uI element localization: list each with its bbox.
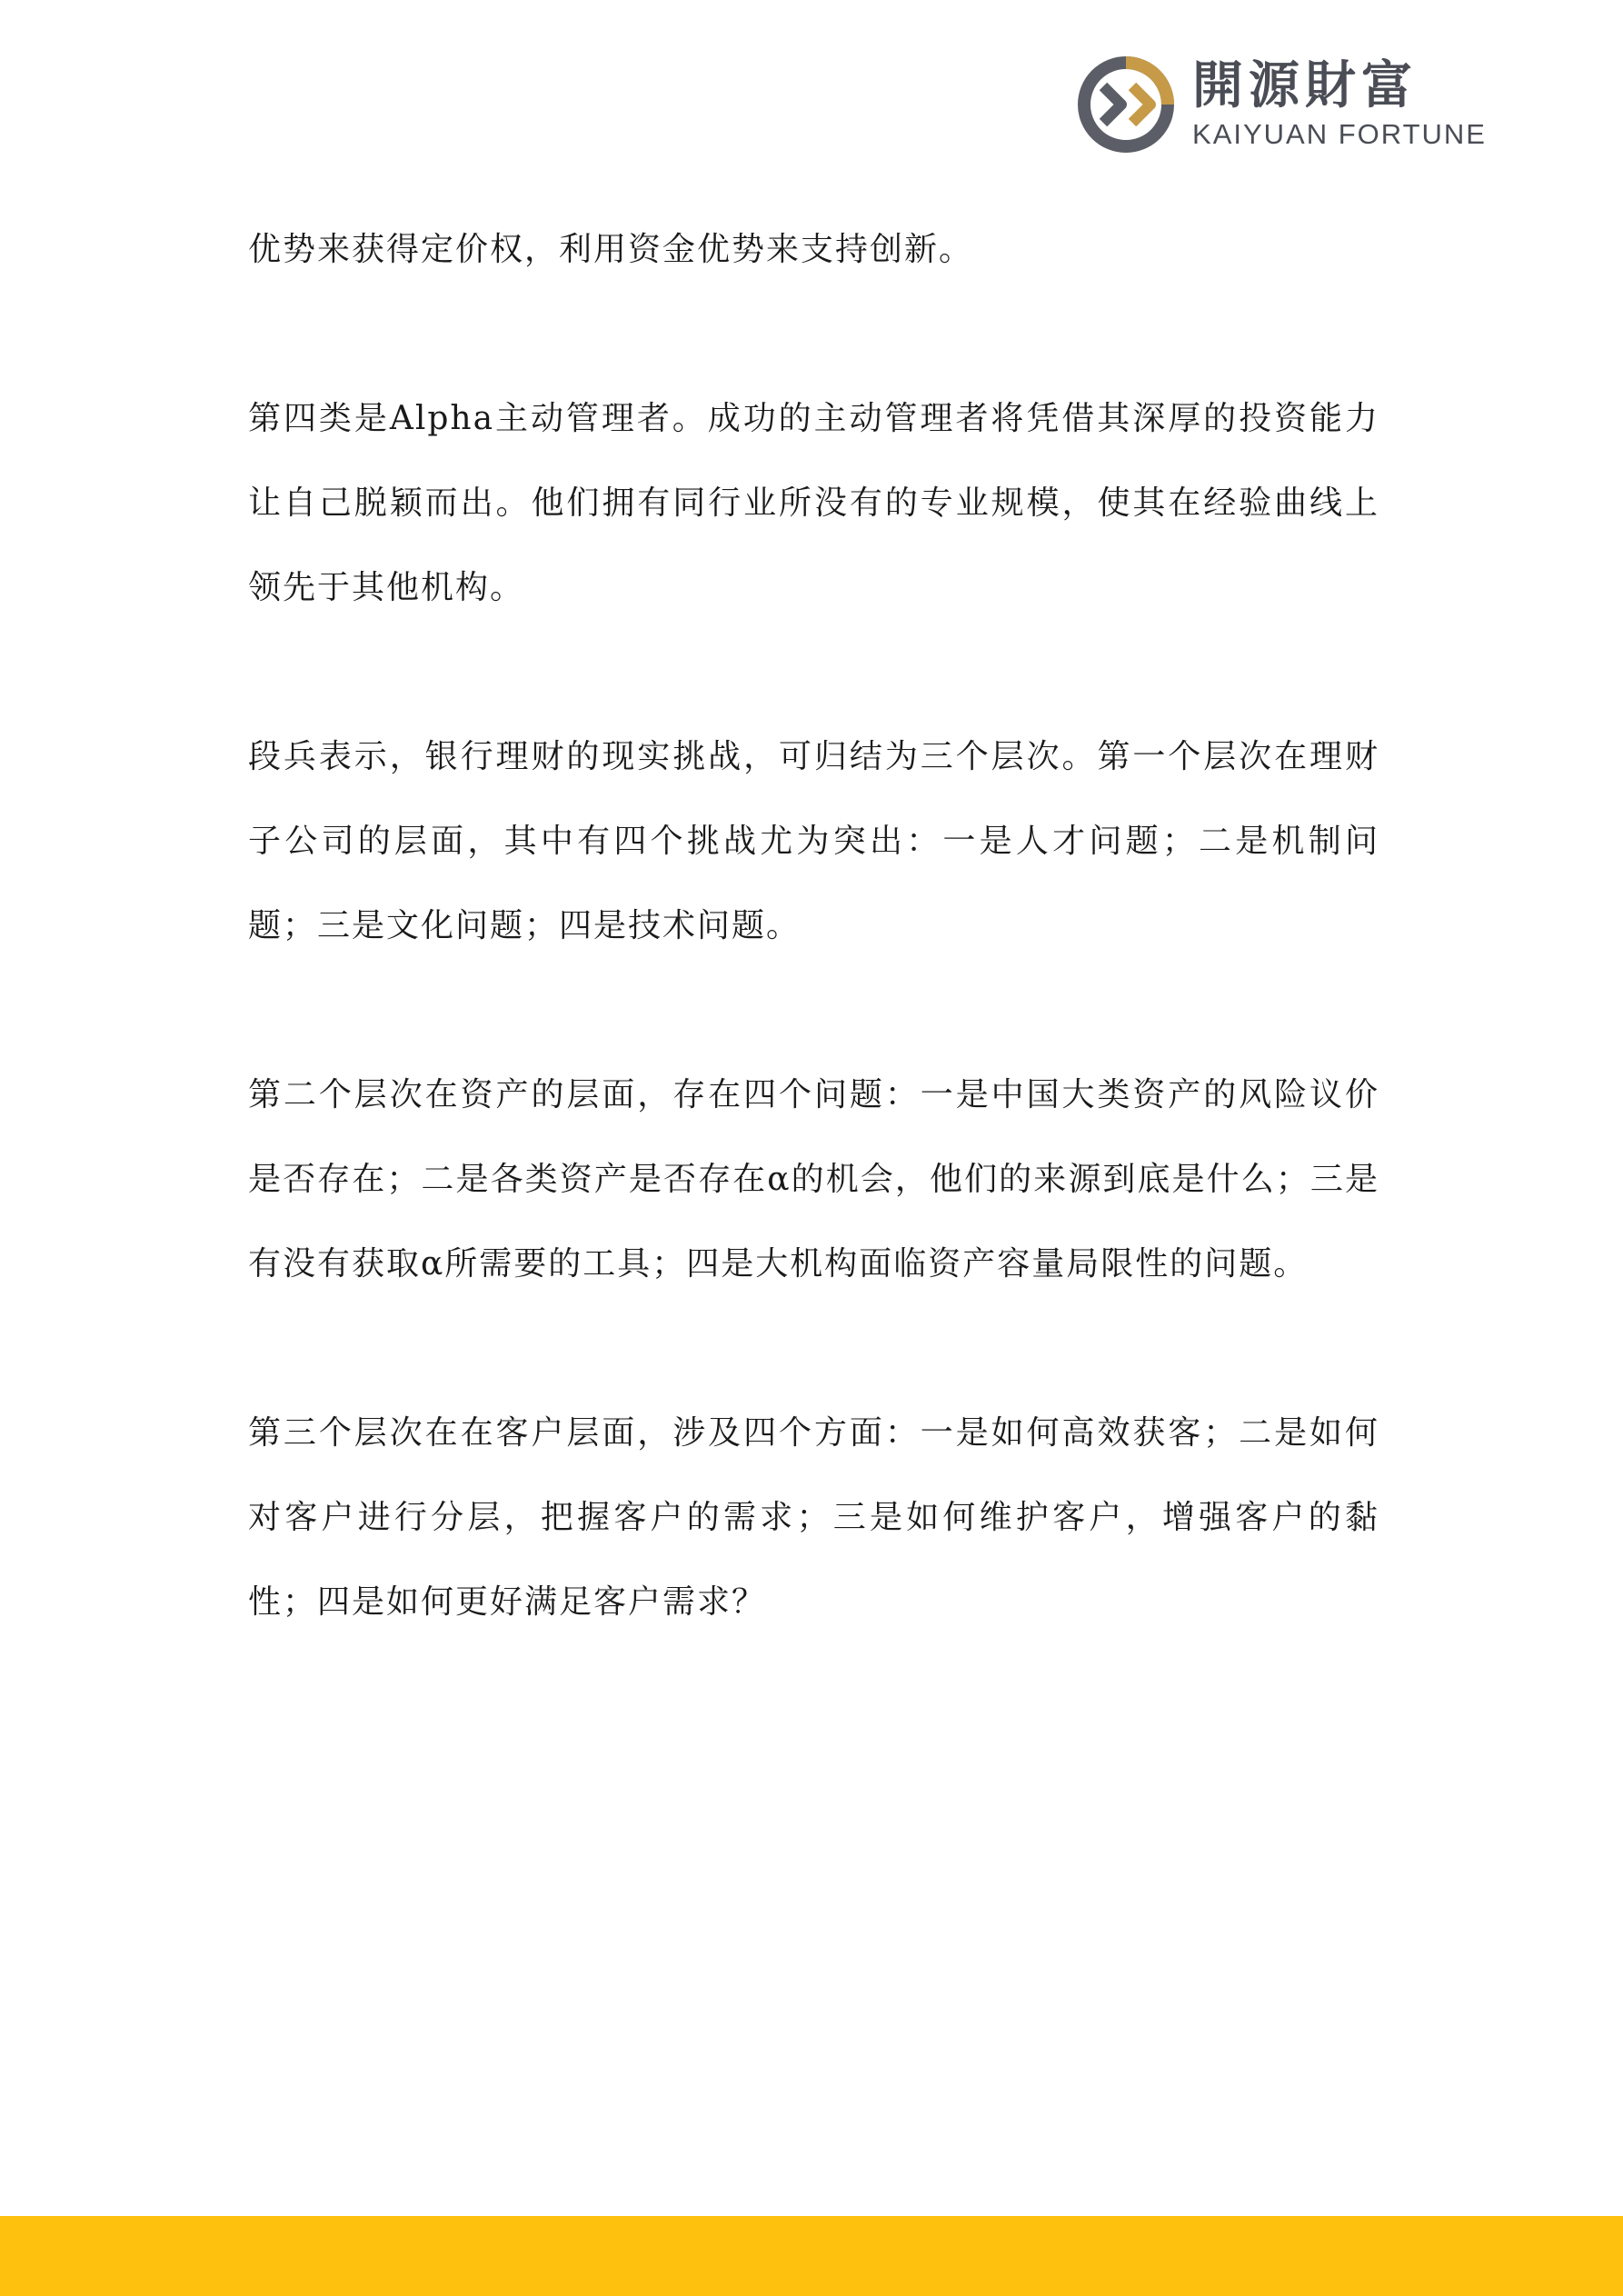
article-body <box>248 207 1379 1729</box>
paragraph-4: 第二个层次在资产的层面，存在四个问题：一是中国大类资产的风险议价是否存在；二是各类资产是否存在α的机会，他们的来源到底是什么；三是有没有获取α所需要的工具；四是大机构面临资产容量局限性的问题。 <box>248 1076 1379 1283</box>
paragraph-3: 段兵表示，银行理财的现实挑战，可归结为三个层次。第一个层次在理财子公司的层面，其中有四个挑战尤为突出：一是人才问题；二是机制问题；三是文化问题；四是技术问题。 <box>248 738 1379 944</box>
header-logo <box>1076 55 1487 155</box>
logo-english-name: KAIYUAN FORTUNE <box>1192 118 1487 150</box>
logo-text <box>1192 58 1487 151</box>
paragraph-5: 第三个层次在在客户层面，涉及四个方面：一是如何高效获客；二是如何对客户进行分层，把握客户的需求；三是如何维护客户，增强客户的黏性；四是如何更好满足客户需求？ <box>248 1414 1379 1621</box>
paragraph-2: 第四类是Alpha主动管理者。成功的主动管理者将凭借其深厚的投资能力让自己脱颖而出。他们拥有同行业所没有的专业规模，使其在经验曲线上领先于其他机构。 <box>248 400 1379 606</box>
footer-bar <box>0 2216 1623 2296</box>
paragraph-1: 优势来获得定价权，利用资金优势来支持创新。 <box>248 231 974 268</box>
kaiyuan-logo-icon <box>1076 55 1176 155</box>
logo-chinese-name: 開源財富 <box>1192 56 1419 115</box>
